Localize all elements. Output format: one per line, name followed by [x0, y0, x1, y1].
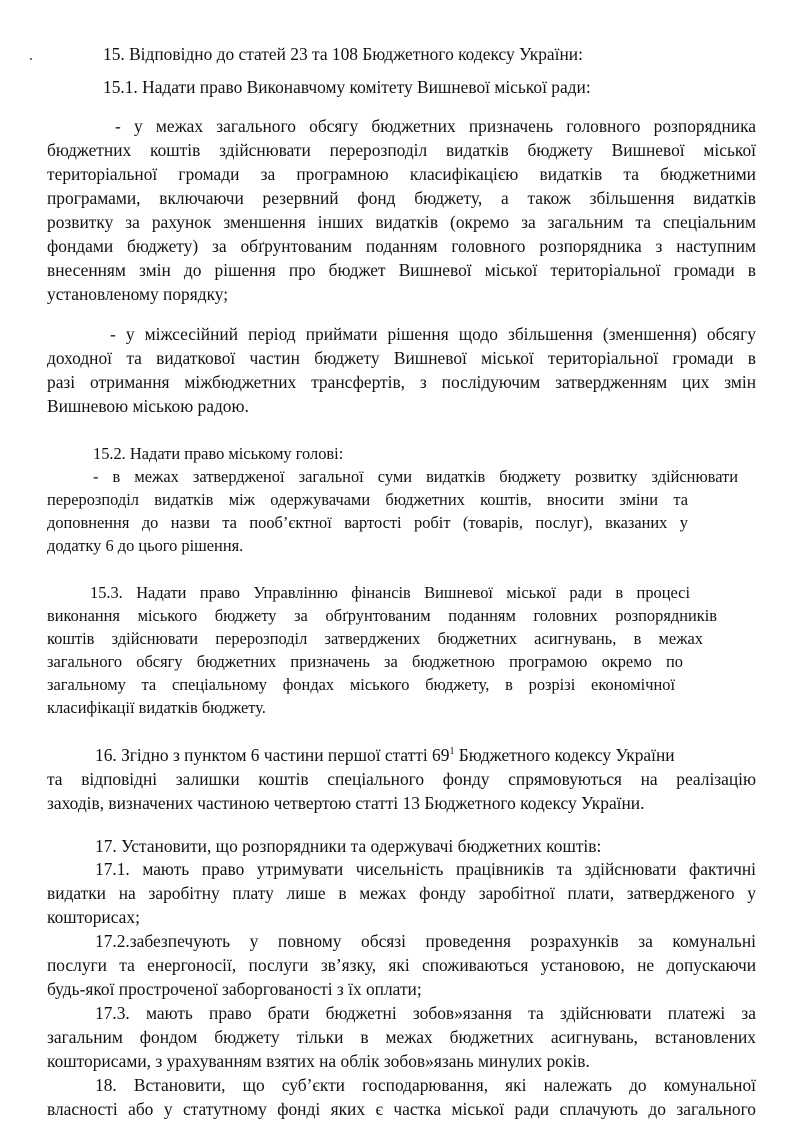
paragraph-15-1-line: разі отримання міжбюджетних трансфертів, з послідуючим затвердженням цих змін: [47, 372, 756, 392]
paragraph-15-1-line: - у межах загального обсягу бюджетних призначень головного розпорядника: [115, 116, 756, 136]
paragraph-15-3-line: загальному та спеціальному фондах міського бюджету, в розрізі економічної: [47, 675, 675, 694]
paragraph-17-line: 17.3. мають право брати бюджетні зобов»язання та здійснювати платежі за: [95, 1003, 756, 1023]
paragraph-17-line: послуги та енергоносії, послуги зв’язку, які споживаються установою, не допускаючи: [47, 955, 756, 975]
paragraph-17-line: 17.1. мають право утримувати чисельність працівників та здійснювати фактичні: [95, 859, 756, 879]
paragraph-15-2-heading: 15.2. Надати право міському голові:: [93, 444, 344, 463]
paragraph-18-line: 18. Встановити, що суб’єкти господарювання, які належать до комунальної: [95, 1075, 756, 1095]
paragraph-15-3-line: коштів здійснювати перерозподіл затверджених бюджетних асигнувань, в межах: [47, 629, 703, 648]
paragraph-15-1-line: внесенням змін до рішення про бюджет Вишневої міської територіальної громади в: [47, 260, 756, 280]
paragraph-15-1-line: установленому порядку;: [47, 284, 229, 304]
paragraph-17-line: видатки на заробітну плату лише в межах фонду заробітної плати, затвердженого у: [47, 883, 756, 903]
paragraph-16-line: та відповідні залишки коштів спеціального фонду спрямовуються на реалізацію: [47, 769, 756, 789]
paragraph-17-line: кошторисах;: [47, 907, 140, 927]
paragraph-16-line: [95, 745, 675, 765]
paragraph-15-3-line: виконання міського бюджету за обґрунтованим поданням головних розпорядників: [47, 606, 717, 625]
paragraph-16-text: 16. Згідно з пунктом 6 частини першої статті 69: [95, 745, 450, 765]
paragraph-15-1-line: - у міжсесійний період приймати рішення щодо збільшення (зменшення) обсягу: [110, 324, 756, 344]
paragraph-18-line: власності або у статутному фонді яких є частка міської ради сплачують до загального: [47, 1099, 756, 1119]
paragraph-15-1-line: бюджетних коштів здійснювати перерозподіл видатків бюджету Вишневої міської: [47, 140, 756, 160]
paragraph-15-1-line: Вишневою міською радою.: [47, 396, 249, 416]
paragraph-15-heading: 15. Відповідно до статей 23 та 108 Бюджетного кодексу України:: [103, 44, 583, 64]
paragraph-15-2-line: додатку 6 до цього рішення.: [47, 536, 244, 555]
paragraph-17-line: будь-якої простроченої заборгованості з їх оплати;: [47, 979, 422, 999]
paragraph-15-2-line: доповнення до назви та пооб’єктної вартості робіт (товарів, послуг), вказаних у: [47, 513, 688, 532]
superscript: 1: [449, 746, 455, 758]
paragraph-15-1-line: програмами, включаючи резервний фонд бюджету, а також збільшення видатків: [47, 188, 756, 208]
paragraph-15-3-line: класифікації видатків бюджету.: [47, 698, 266, 717]
paragraph-15-3-line: загального обсягу бюджетних призначень за бюджетною програмою окремо по: [47, 652, 683, 671]
paragraph-15-2-line: - в межах затвердженої загальної суми видатків бюджету розвитку здійснювати: [93, 467, 738, 486]
paragraph-17-line: 17.2.забезпечують у повному обсязі проведення розрахунків за комунальні: [95, 931, 756, 951]
paragraph-16-line: заходів, визначених частиною четвертою статті 13 Бюджетного кодексу України.: [47, 793, 645, 813]
paragraph-15-1-heading: 15.1. Надати право Виконавчому комітету Вишневої міської ради:: [103, 77, 591, 97]
paragraph-15-3-line: 15.3. Надати право Управлінню фінансів Вишневої міської ради в процесі: [90, 583, 690, 602]
paragraph-15-1-line: територіальної громади за програмною класифікацією видатків та бюджетними: [47, 164, 756, 184]
paragraph-17-line: кошторисами, з урахуванням взятих на облік зобов»язань минулих років.: [47, 1051, 590, 1071]
paragraph-17-heading: 17. Установити, що розпорядники та одержувачі бюджетних коштів:: [95, 836, 602, 856]
paragraph-16-text: Бюджетного кодексу України: [454, 745, 675, 765]
paragraph-15-1-line: доходної та видаткової частин бюджету Вишневої міської територіальної громади в: [47, 348, 756, 368]
paragraph-17-line: загальним фондом бюджету тільки в межах бюджетних асигнувань, встановлених: [47, 1027, 756, 1047]
paragraph-15-1-line: фондами бюджету) за обґрунтованим поданням головного розпорядника з наступним: [47, 236, 756, 256]
scan-speck: [30, 58, 32, 60]
paragraph-15-1-line: розвитку за рахунок зменшення інших видатків (окремо за загальним та спеціальним: [47, 212, 756, 232]
paragraph-15-2-line: перерозподіл видатків між одержувачами бюджетних коштів, вносити зміни та: [47, 490, 688, 509]
